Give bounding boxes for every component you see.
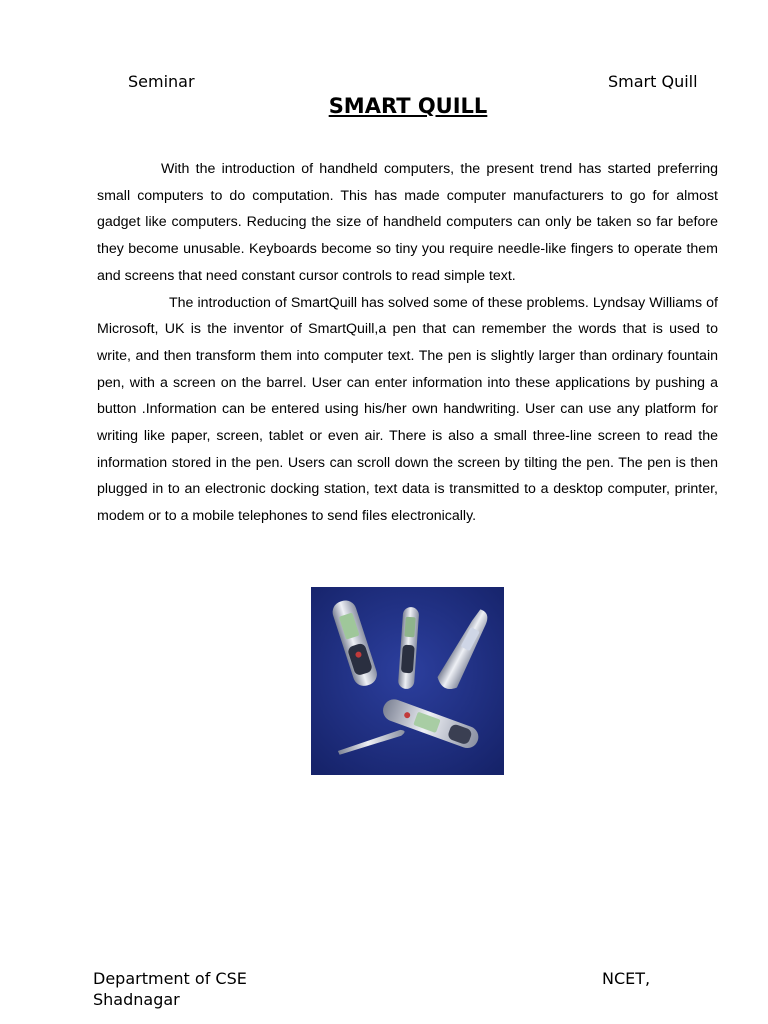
page-title: SMART QUILL	[328, 94, 488, 118]
footer-department-line2: Shadnagar	[93, 990, 180, 1009]
footer-department-line1: Department of CSE	[93, 969, 247, 988]
footer-department	[93, 968, 247, 1010]
paragraph-introduction: With the introduction of handheld computers, the present trend has started preferring small computers to do computation. This has made computer manufacturers to go for almost gadget like computers. Reducing the size of handheld computers can only be taken so far before they become unusable. Keyboards become so tiny you require needle-like fingers to operate them and screens that need constant cursor controls to read simple text.	[97, 161, 718, 284]
paragraph-smartquill: The introduction of SmartQuill has solved some of these problems. Lyndsay Williams of Microsoft, UK is the inventor of SmartQuill,a pen that can remember the words that is used to write, and then transform them into computer text. The pen is slightly larger than ordinary fountain pen, with a screen on the barrel. User can enter information into these applications by pushing a button .Information can be entered using his/her own handwriting. User can use any platform for writing like paper, screen, tablet or even air. There is also a small three-line screen to read the information stored in the pen. Users can scroll down the screen by tilting the pen. The pen is then plugged in to an electronic docking station, text data is transmitted to a desktop computer, printer, modem or to a mobile telephones to send files electronically.	[97, 294, 718, 525]
header-topic: Smart Quill	[608, 72, 698, 91]
header-seminar: Seminar	[128, 72, 195, 91]
body-text	[97, 156, 718, 530]
footer-college: NCET,	[602, 969, 651, 988]
smartquill-photo	[311, 587, 504, 775]
